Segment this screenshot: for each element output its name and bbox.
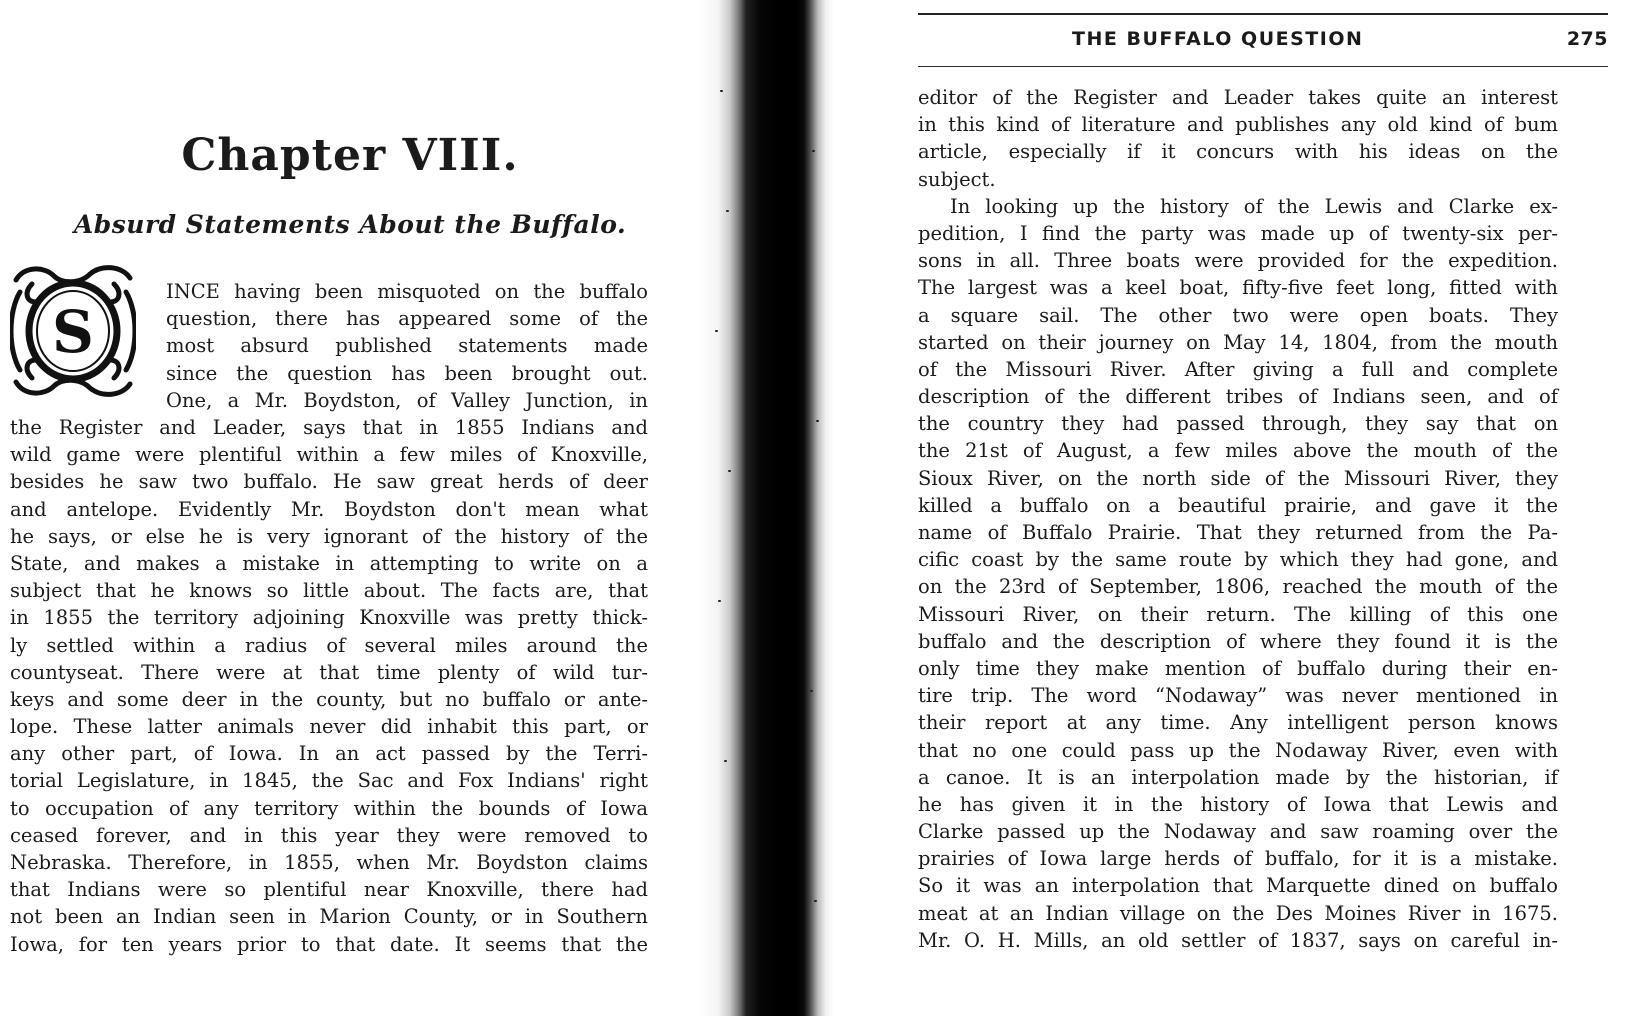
text-line: he says, or else he is very ignorant of the history of the <box>10 524 648 548</box>
text-line: name of Buffalo Prairie. That they returned from the Pa- <box>918 521 1558 544</box>
text-line: the 21st of August, a few miles above the mouth of the <box>918 439 1558 463</box>
text-line: editor of the Register and Leader takes quite an interest <box>918 86 1558 109</box>
text-line: subject that he knows so little about. The facts are, that <box>10 579 648 603</box>
header-rule <box>918 66 1608 67</box>
text-line: of the Missouri River. After giving a full and complete <box>918 357 1558 381</box>
text-line: only time they make mention of buffalo during their en- <box>918 656 1558 680</box>
text-line: and antelope. Evidently Mr. Boydston don't mean what <box>10 497 648 521</box>
left-page <box>0 0 700 1016</box>
text-line: a square sail. The other two were open boats. They <box>918 303 1558 327</box>
text-line: subject. <box>918 167 996 191</box>
text-line: since the question has been brought out. <box>166 361 648 385</box>
text-line: lope. These latter animals never did inhabit this part, or <box>10 715 648 739</box>
text-line: ceased forever, and in this year they were removed to <box>10 823 648 847</box>
ornamental-drop-cap <box>10 262 136 400</box>
drop-cap-letter: S <box>52 298 94 366</box>
left-body-text <box>10 414 648 958</box>
chapter-heading: Chapter VIII. <box>181 130 519 181</box>
text-line: torial Legislature, in 1845, the Sac and Fox Indians' right <box>10 769 648 793</box>
text-line: The largest was a keel boat, fifty-five feet long, fitted with <box>918 276 1558 300</box>
text-line: most absurd published statements made <box>166 334 648 358</box>
book-gutter <box>700 0 870 1016</box>
text-line: pedition, I find the party was made up of twenty-six per- <box>918 221 1558 245</box>
text-line: he has given it in the history of Iowa that Lewis and <box>918 792 1558 816</box>
drop-cap-ornament-icon <box>10 262 136 400</box>
text-line: prairies of Iowa large herds of buffalo, for it is a mistake. <box>918 847 1558 871</box>
text-line: killed a buffalo on a beautiful prairie, and gave it the <box>918 493 1558 517</box>
running-title: THE BUFFALO QUESTION <box>1072 28 1364 50</box>
text-line: tire trip. The word “Nodaway” was never mentioned in <box>918 684 1558 708</box>
text-line: keys and some deer in the county, but no buffalo or ante- <box>10 687 648 711</box>
text-line: One, a Mr. Boydston, of Valley Junction, in <box>166 388 648 412</box>
text-line: meat at an Indian village on the Des Moines River in 1675. <box>918 901 1558 925</box>
text-line: Sioux River, on the north side of the Missouri River, they <box>918 466 1558 490</box>
right-page <box>870 0 1646 1016</box>
text-line: to occupation of any territory within the bounds of Iowa <box>10 796 648 820</box>
text-line: countyseat. There were at that time plenty of wild tur- <box>10 660 648 684</box>
text-line: Missouri River, on their return. The killing of this one <box>918 602 1558 626</box>
text-line: Iowa, for ten years prior to that date. It seems that the <box>10 932 648 956</box>
text-line: description of the different tribes of Indians seen, and of <box>918 385 1558 409</box>
text-line: Mr. O. H. Mills, an old settler of 1837, says on careful in- <box>918 928 1558 952</box>
text-line: besides he saw two buffalo. He saw great herds of deer <box>10 470 648 494</box>
text-line: that no one could pass up the Nodaway River, even with <box>918 738 1558 762</box>
text-line: in 1855 the territory adjoining Knoxville was pretty thick- <box>10 606 648 630</box>
text-line: not been an Indian seen in Marion County, or in Southern <box>10 905 648 929</box>
text-line: on the 23rd of September, 1806, reached the mouth of the <box>918 575 1558 599</box>
text-line: Nebraska. Therefore, in 1855, when Mr. Boydston claims <box>10 851 648 874</box>
text-line: the country they had passed through, they say that on <box>918 412 1558 436</box>
text-line: cific coast by the same route by which they had gone, and <box>918 548 1558 572</box>
left-body-indented <box>166 278 648 414</box>
text-line: a canoe. It is an interpolation made by the historian, if <box>918 765 1558 789</box>
text-line: INCE having been misquoted on the buffalo <box>166 280 648 303</box>
text-line: the Register and Leader, says that in 1855 Indians and <box>10 416 648 439</box>
text-line: that Indians were so plentiful near Knoxville, there had <box>10 878 648 902</box>
text-line: their report at any time. Any intelligent person knows <box>918 711 1558 735</box>
page-number: 275 <box>1566 28 1608 50</box>
text-line: So it was an interpolation that Marquette dined on buffalo <box>918 874 1558 898</box>
text-line: sons in all. Three boats were provided for the expedition. <box>918 249 1558 273</box>
text-line: In looking up the history of the Lewis and Clarke ex- <box>950 194 1558 218</box>
text-line: Clarke passed up the Nodaway and saw roaming over the <box>918 820 1558 844</box>
text-line: question, there has appeared some of the <box>166 307 648 331</box>
text-line: any other part, of Iowa. In an act passed by the Terri- <box>10 742 648 766</box>
text-line: ly settled within a radius of several miles around the <box>10 633 648 657</box>
text-line: wild game were plentiful within a few miles of Knoxville, <box>10 443 648 467</box>
text-line: started on their journey on May 14, 1804, from the mouth <box>918 330 1558 354</box>
chapter-subtitle: Absurd Statements About the Buffalo. <box>73 210 627 239</box>
text-line: buffalo and the description of where they found it is the <box>918 629 1558 653</box>
right-body-text <box>918 84 1558 954</box>
text-line: in this kind of literature and publishes any old kind of bum <box>918 113 1558 137</box>
top-rule <box>918 13 1608 15</box>
text-line: State, and makes a mistake in attempting to write on a <box>10 551 648 575</box>
text-line: article, especially if it concurs with his ideas on the <box>918 140 1558 164</box>
